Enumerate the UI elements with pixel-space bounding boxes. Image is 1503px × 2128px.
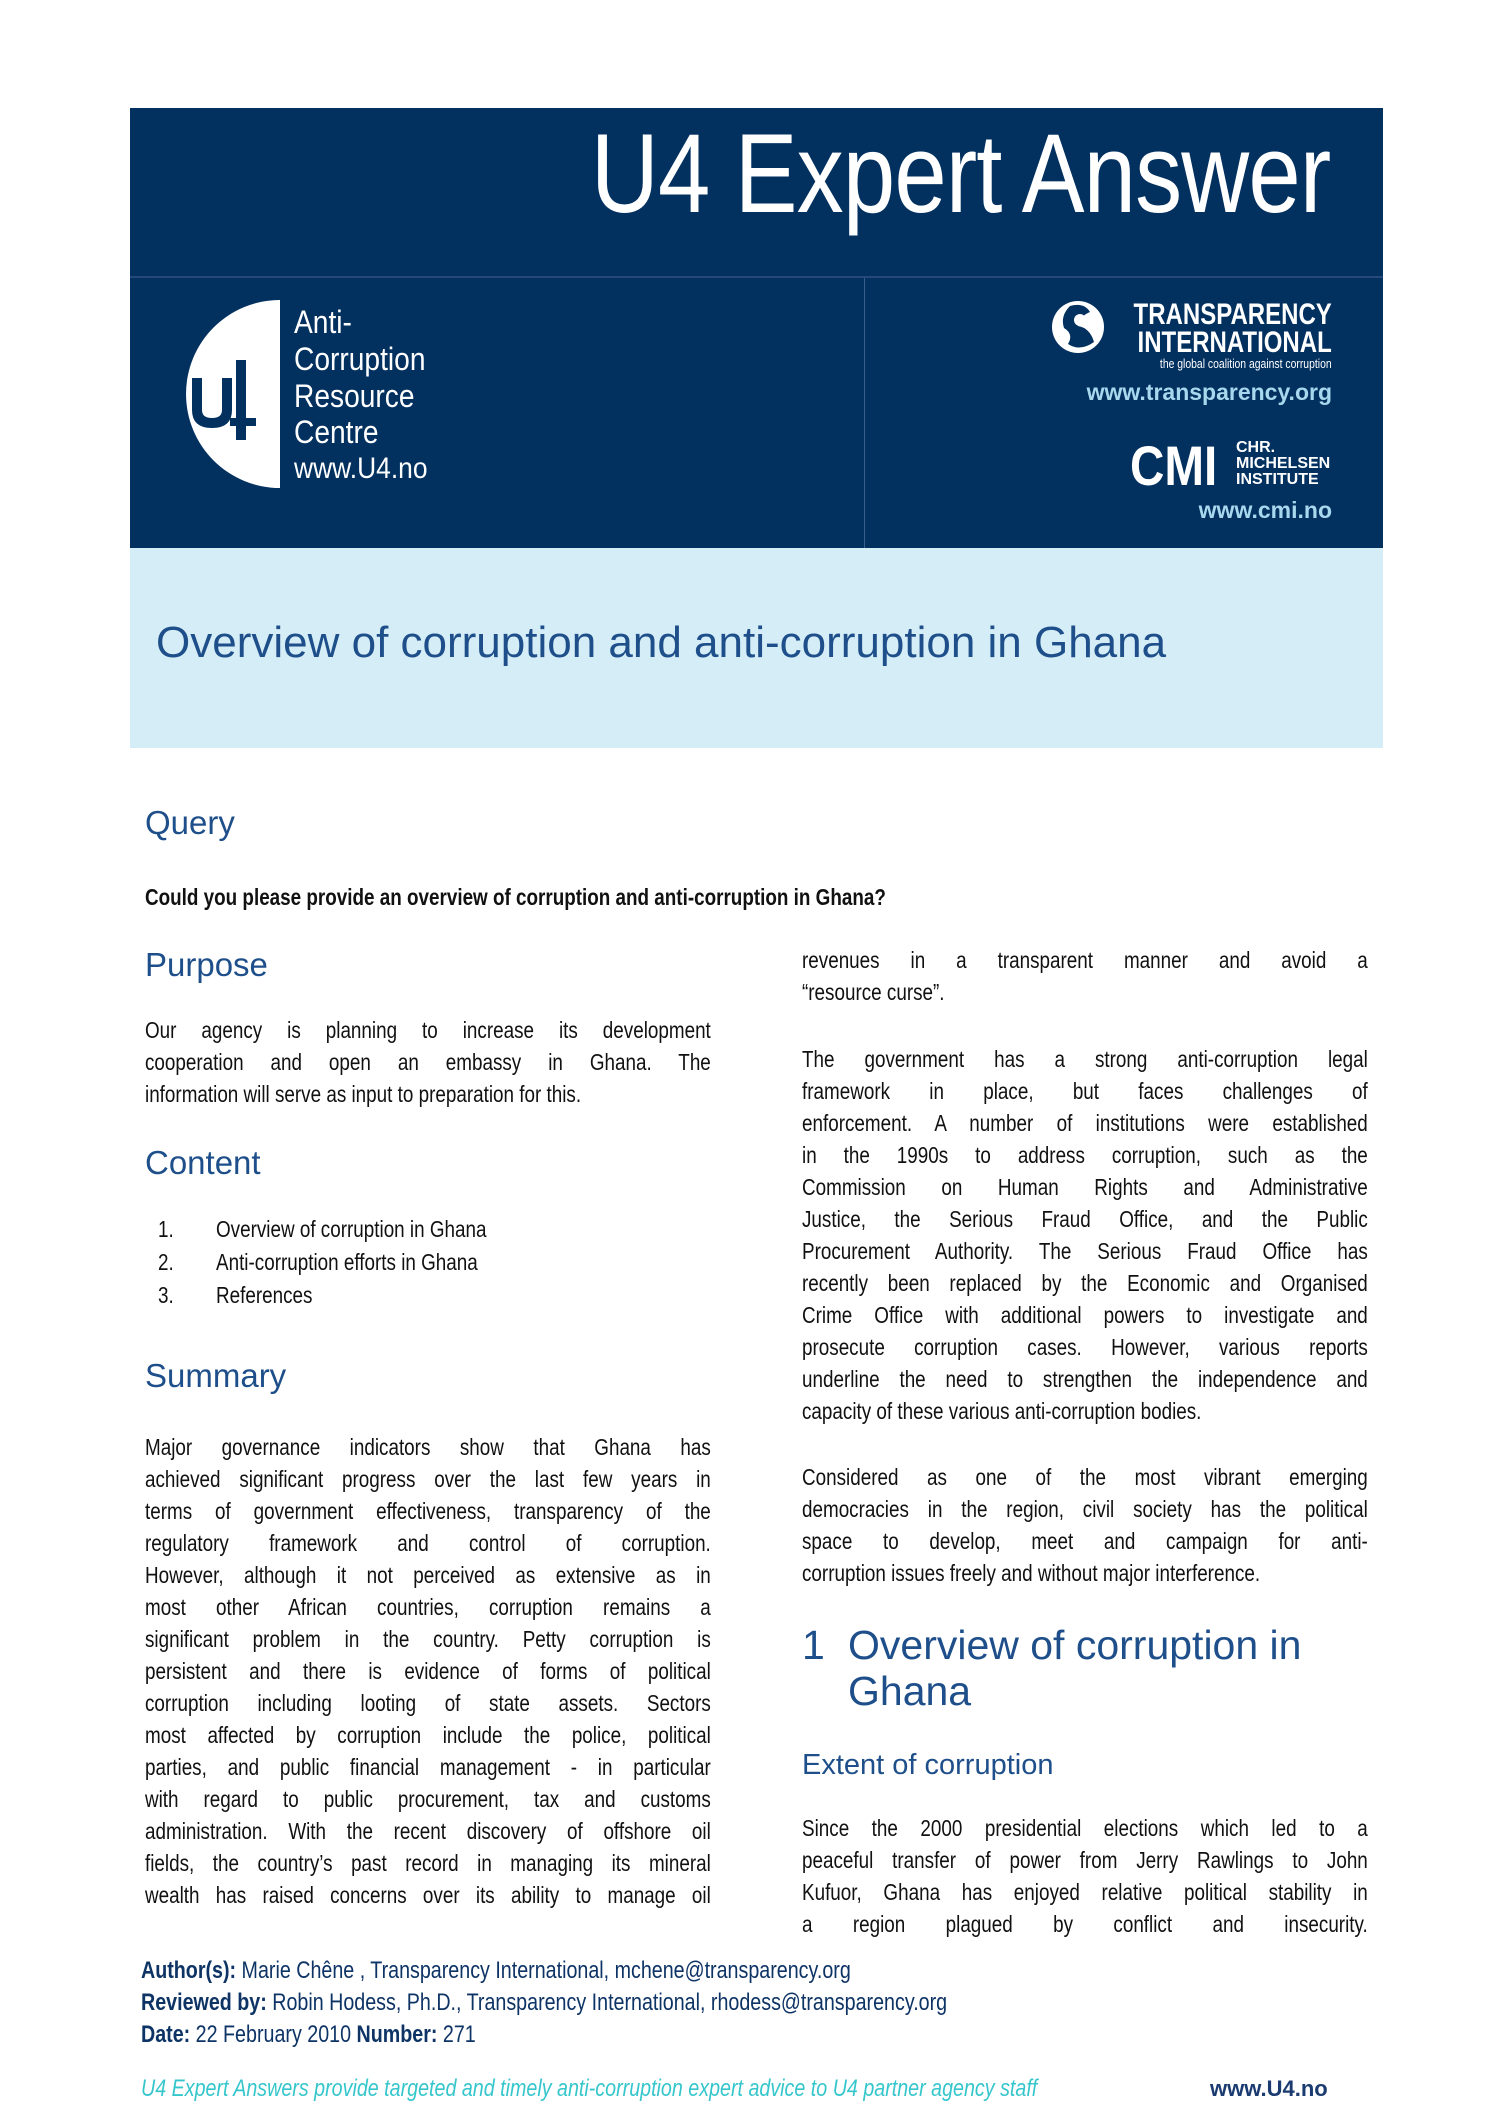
number-label: Number: xyxy=(356,2021,438,2048)
text-line: Crime Office with additional powers to investigate and xyxy=(802,1302,1368,1328)
text-line: However, although it not perceived as extensive as in xyxy=(145,1562,711,1588)
u4-logo-text: Corruption xyxy=(294,341,426,377)
text-line: Considered as one of the most vibrant emerging xyxy=(802,1464,1368,1490)
u4-logo-text: Centre xyxy=(294,414,379,450)
ti-url-link[interactable]: www.transparency.org xyxy=(1086,379,1332,405)
text-line: achieved significant progress over the last few years in xyxy=(145,1466,711,1492)
text-line: corruption including looting of state assets. Sectors xyxy=(145,1690,711,1716)
text-line: terms of government effectiveness, transparency of the xyxy=(145,1498,711,1524)
u4-url[interactable]: www.U4.no xyxy=(294,452,428,485)
number-value: 271 xyxy=(437,2021,476,2048)
item-number: 3. xyxy=(158,1282,174,1308)
summary-text-para2 xyxy=(802,1043,1368,1427)
text-line: corruption issues freely and without major interference. xyxy=(802,1560,1261,1586)
item-label: References xyxy=(216,1282,313,1308)
date-label: Date: xyxy=(141,2021,191,2048)
text-line: space to develop, meet and campaign for anti- xyxy=(802,1528,1368,1554)
item-label: Anti-corruption efforts in Ghana xyxy=(216,1249,478,1275)
text-line: “resource curse”. xyxy=(802,979,945,1005)
text-line: recently been replaced by the Economic and Organised xyxy=(802,1270,1368,1296)
header-vertical-divider xyxy=(864,278,865,548)
ti-logo-line2: INTERNATIONAL xyxy=(1137,326,1332,359)
cmi-line3: INSTITUTE xyxy=(1236,471,1319,488)
text-line: most affected by corruption include the police, political xyxy=(145,1722,711,1748)
text-line: Since the 2000 presidential elections which led to a xyxy=(802,1815,1368,1841)
text-line: persistent and there is evidence of forms of political xyxy=(145,1658,711,1684)
u4-logo-icon xyxy=(180,300,280,488)
summary-heading: Summary xyxy=(145,1357,287,1394)
cmi-logo-text xyxy=(1236,440,1332,488)
text-line: most other African countries, corruption remains a xyxy=(145,1594,711,1620)
text-line: cooperation and open an embassy in Ghana. The xyxy=(145,1049,711,1075)
text-line: wealth has raised concerns over its ability to manage oil xyxy=(145,1882,711,1908)
cmi-line2: MICHELSEN xyxy=(1236,455,1331,472)
cmi-url-link[interactable]: www.cmi.no xyxy=(1198,497,1332,523)
text-line: parties, and public financial management - in particular xyxy=(145,1754,711,1780)
text-line: Kufuor, Ghana has enjoyed relative political stability in xyxy=(802,1879,1368,1905)
ti-logo-line1: TRANSPARENCY xyxy=(1133,298,1332,331)
section-1-title xyxy=(848,1622,1301,1714)
author-line xyxy=(141,1957,851,1985)
section-title-line: Ghana xyxy=(848,1668,972,1714)
query-question: Could you please provide an overview of corruption and anti-corruption in Ghana? xyxy=(145,884,886,910)
section-1-number: 1 xyxy=(802,1622,825,1668)
document-title: Overview of corruption and anti-corruption in Ghana xyxy=(156,618,1167,667)
extent-heading: Extent of corruption xyxy=(802,1749,1054,1781)
footer-tagline: U4 Expert Answers provide targeted and timely anti-corruption expert advice to U4 partner agency staff xyxy=(141,2075,1038,2102)
summary-text xyxy=(145,1431,711,1911)
reviewer-line xyxy=(141,1989,947,2017)
reviewer-label: Reviewed by: xyxy=(141,1989,267,2016)
text-line: significant problem in the country. Petty corruption is xyxy=(145,1626,711,1652)
text-line: Major governance indicators show that Ghana has xyxy=(145,1434,711,1460)
item-number: 1. xyxy=(158,1216,174,1242)
content-heading: Content xyxy=(145,1144,261,1181)
text-line: a region plagued by conflict and insecurity. xyxy=(802,1911,1368,1937)
text-line: framework in place, but faces challenges of xyxy=(802,1078,1368,1104)
header-divider xyxy=(130,276,1383,278)
query-heading: Query xyxy=(145,804,235,841)
section-1-text xyxy=(802,1812,1368,1940)
text-line: Procurement Authority. The Serious Fraud Office has xyxy=(802,1238,1368,1264)
text-line: administration. With the recent discovery of offshore oil xyxy=(145,1818,711,1844)
summary-text-para3 xyxy=(802,1461,1368,1589)
text-line: underline the need to strengthen the independence and xyxy=(802,1366,1368,1392)
ti-globe-icon xyxy=(1050,298,1106,356)
text-line: prosecute corruption cases. However, various reports xyxy=(802,1334,1368,1360)
cmi-logo-mark: CMI xyxy=(1130,434,1218,497)
text-line: The government has a strong anti-corruption legal xyxy=(802,1046,1368,1072)
text-line: Justice, the Serious Fraud Office, and the Public xyxy=(802,1206,1368,1232)
text-line: information will serve as input to preparation for this. xyxy=(145,1081,582,1107)
text-line: democracies in the region, civil society has the political xyxy=(802,1496,1368,1522)
u4-logo-text: Resource xyxy=(294,378,415,414)
text-line: peaceful transfer of power from Jerry Rawlings to John xyxy=(802,1847,1368,1873)
text-line: with regard to public procurement, tax and customs xyxy=(145,1786,711,1812)
ti-logo-tagline: the global coalition against corruption xyxy=(1160,356,1332,371)
purpose-text xyxy=(145,1014,711,1110)
u4-logo-text: Anti- xyxy=(294,304,352,340)
date-value: 22 February 2010 xyxy=(190,2021,357,2048)
text-line: Commission on Human Rights and Administrative xyxy=(802,1174,1368,1200)
text-line: capacity of these various anti-corruption bodies. xyxy=(802,1398,1202,1424)
series-title: U4 Expert Answer xyxy=(590,111,1330,236)
date-line xyxy=(141,2021,476,2049)
text-line: enforcement. A number of institutions were established xyxy=(802,1110,1368,1136)
text-line: in the 1990s to address corruption, such as the xyxy=(802,1142,1368,1168)
item-number: 2. xyxy=(158,1249,174,1275)
text-line: Our agency is planning to increase its development xyxy=(145,1017,711,1043)
author-label: Author(s): xyxy=(141,1957,237,1984)
text-line: regulatory framework and control of corruption. xyxy=(145,1530,711,1556)
text-line: fields, the country’s past record in managing its mineral xyxy=(145,1850,711,1876)
summary-text-cont xyxy=(802,944,1368,1008)
footer-url-link[interactable]: www.U4.no xyxy=(1210,2076,1328,2101)
purpose-heading: Purpose xyxy=(145,946,268,983)
author-value: Marie Chêne , Transparency International, mchene@transparency.org xyxy=(236,1957,851,1984)
reviewer-value: Robin Hodess, Ph.D., Transparency International, rhodess@transparency.org xyxy=(266,1989,948,2016)
section-title-line: Overview of corruption in xyxy=(848,1622,1302,1668)
text-line: revenues in a transparent manner and avoid a xyxy=(802,947,1368,973)
item-label: Overview of corruption in Ghana xyxy=(216,1216,487,1242)
cmi-line1: CHR. xyxy=(1236,439,1276,456)
